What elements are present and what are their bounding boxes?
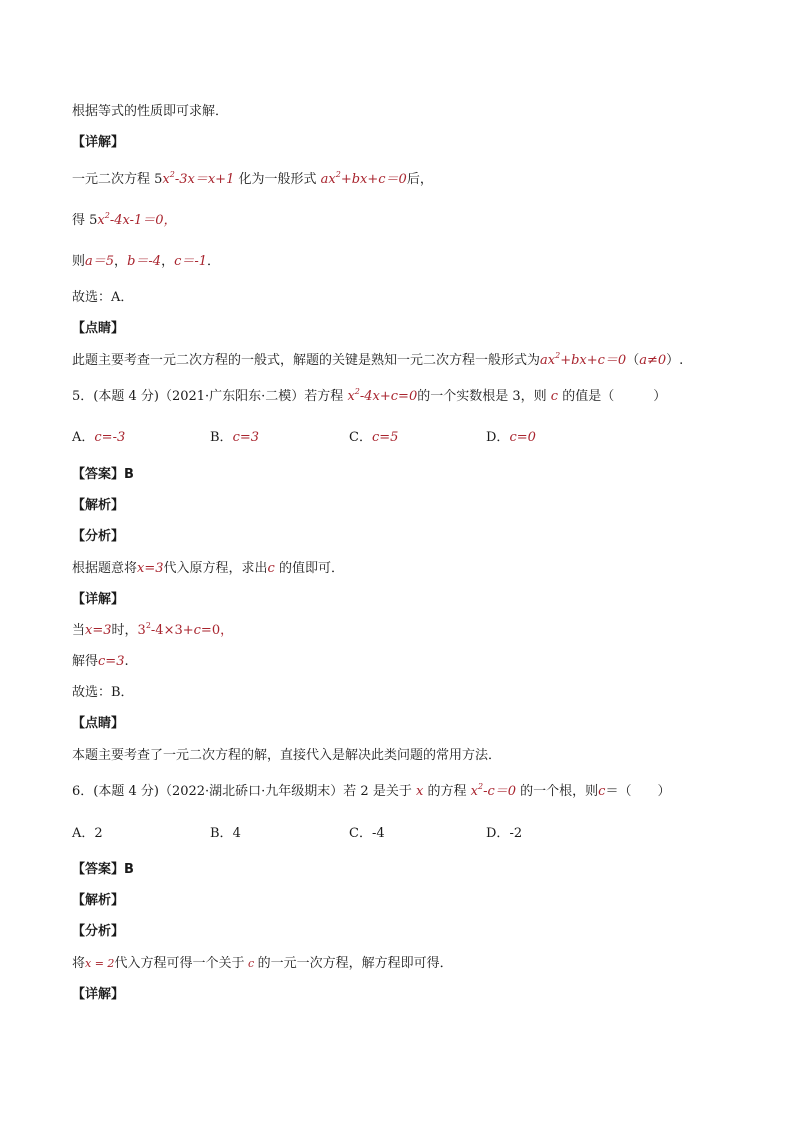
q5-detail2-text: 解得 [72,654,99,669]
q5-fenxi [72,561,344,577]
q6-stem-post: 的一个根，则 [520,784,599,799]
q5-detail2: 解得c=3. [72,654,129,669]
q5-detail2-result: c=3 [98,654,125,669]
q6-fenxi-pre: 将 [72,956,86,971]
q4-step1-eq: $x^2-3x=x+1$ [162,169,235,187]
q6-option-a[interactable] [72,826,103,842]
q6-option-a-value: 2 [94,826,103,841]
q4-comment-header [72,321,124,337]
q5-detail-label: 【详解】 [72,592,125,607]
q5-stem-post: 的值是（ ） [562,389,667,404]
q4-step3-pre: 则 [72,254,86,269]
q4-step1-post: 后， [406,172,433,187]
intro-text-content: 根据等式的性质即可求解． [72,104,229,119]
q4-conclusion [72,290,133,306]
q5-comment-label: 【点睛】 [72,716,125,731]
q5-fenxi-pre: 根据题意将 [72,561,138,576]
q4-step2 [72,210,177,229]
q6-fenxi-post: 的一元一次方程，解方程即可得． [257,956,453,971]
q6-var-x: x [415,784,424,799]
q5-answer [72,467,134,483]
q5-conclusion [72,685,134,701]
q5-comment [72,748,501,764]
q6-answer [72,862,134,878]
q6-fenxi-x: x = 2 [85,957,115,970]
q5-fenxi-header [72,529,124,545]
q4-step2-eq: $x^2-4x-1=0$， [97,210,177,228]
q6-answer-label: 【答案】B [72,862,134,877]
q5-option-d-value: c=0 [509,430,536,445]
q6-option-b-value: 4 [232,826,241,841]
q5-option-c-value: c=5 [371,430,399,445]
q6-stem-pre: 6．(本题 4 分)（2022·湖北硚口·九年级期末）若 2 是关于 [72,784,412,799]
q6-option-d-value: -2 [509,826,523,841]
q6-option-d[interactable] [486,826,522,842]
q5-answer-label: 【答案】B [72,467,134,482]
q4-step2-pre: 得 5 [72,213,98,228]
q5-detail1-mid: 时， [111,623,138,638]
q5-detail1-eq: $3^2-4\times 3+c=0$， [137,620,234,638]
q6-option-a-letter: A． [72,826,95,841]
q4-coef-c: c＝-1 [174,254,208,269]
q6-analysis-header [72,893,124,909]
q6-option-d-letter: D． [486,826,510,841]
q5-detail1-pre: 当 [72,623,86,638]
q5-option-a-letter: A． [72,430,95,445]
q6-option-b[interactable] [210,826,241,842]
q5-option-d[interactable] [486,430,536,446]
q5-option-b-value: c=3 [232,430,260,445]
q4-step1 [72,169,433,188]
q5-fenxi-label: 【分析】 [72,529,125,544]
q6-option-c-letter: C． [349,826,372,841]
q6-fenxi-header [72,924,124,940]
q5-fenxi-post: 的值即可． [278,561,344,576]
q4-step3: 则a＝5，b＝-4，c＝-1． [72,254,221,269]
q4-coef-a: a＝5 [85,254,115,269]
q5-conclusion-text: 故选：B． [72,685,134,700]
q6-fenxi-mid: 代入方程可得一个关于 [114,956,245,971]
q5-option-a[interactable] [72,430,125,446]
q4-comment: 此题主要考查一元二次方程的一般式，解题的关键是熟知一元二次方程一般形式为$ax^2+bx+c=0(a\ne 0)$. [72,350,684,368]
q6-options [72,826,692,842]
q5-option-c[interactable] [349,430,398,446]
q5-comment-header [72,716,124,732]
q5-fenxi-x: x=3 [137,561,164,576]
q5-options [72,430,692,446]
q5-option-b-letter: B． [210,430,233,445]
q6-stem: 6．(本题 4 分)（2022·湖北硚口·九年级期末）若 2 是关于 x 的方程 $x^2-c=0$ 的一个根，则c＝（ ） [72,781,671,799]
q4-comment-form: $ax^2+bx+c=0$ [540,350,627,368]
q6-option-b-letter: B． [210,826,233,841]
q5-fenxi-mid: 代入原方程，求出 [163,561,268,576]
q5-option-b[interactable] [210,430,259,446]
q4-detail-label: 【详解】 [72,135,125,150]
q4-comment-label: 【点睛】 [72,321,125,336]
q5-stem-mid: 的一个实数根是 3，则 [417,389,547,404]
q6-fenxi-label: 【分析】 [72,924,125,939]
q6-fenxi [72,956,453,972]
q6-detail-header [72,987,124,1003]
q5-analysis-header [72,498,124,514]
q5-analysis-label: 【解析】 [72,498,125,513]
q4-step1-pre: 一元二次方程 5 [72,172,163,187]
q4-conclusion-text: 故选：A． [72,290,134,305]
q5-equation: $x^2-4x+c=0$ [347,386,418,404]
q4-coef-b: b＝-4 [127,254,162,269]
q6-fenxi-c: c [244,957,258,970]
q5-detail-header [72,592,124,608]
q4-comment-cond: a≠0 [639,353,667,368]
q5-detail1-x: x=3 [85,623,112,638]
q5-option-d-letter: D． [486,430,510,445]
q6-detail-label: 【详解】 [72,987,125,1002]
q4-comment-text: 此题主要考查一元二次方程的一般式，解题的关键是熟知一元二次方程一般形式为 [72,353,541,368]
q4-detail-header [72,135,124,151]
q6-stem-c: c [598,784,606,799]
q4-step3-end: ． [207,254,221,269]
q5-fenxi-c: c [267,561,275,576]
q6-analysis-label: 【解析】 [72,893,125,908]
q6-equation: $x^2-c=0$ [470,781,517,799]
q5-stem-pre: 5．(本题 4 分)（2021·广东阳东·二模）若方程 [72,389,344,404]
q5-option-c-letter: C． [349,430,372,445]
q5-stem [72,386,667,405]
q4-step1-mid: 化为一般形式 [238,172,317,187]
q4-general-form: $ax^2+bx+c=0$ [320,169,407,187]
q5-var-c: c [546,389,563,404]
q6-stem-mid: 的方程 [427,784,467,799]
q6-option-c[interactable] [349,826,385,842]
intro-text [72,104,228,120]
q5-option-a-value: c=-3 [94,430,126,445]
q6-option-c-value: -4 [371,826,385,841]
q5-comment-text: 本题主要考查了一元二次方程的解，直接代入是解决此类问题的常用方法． [72,748,502,763]
q5-detail1 [72,620,234,639]
